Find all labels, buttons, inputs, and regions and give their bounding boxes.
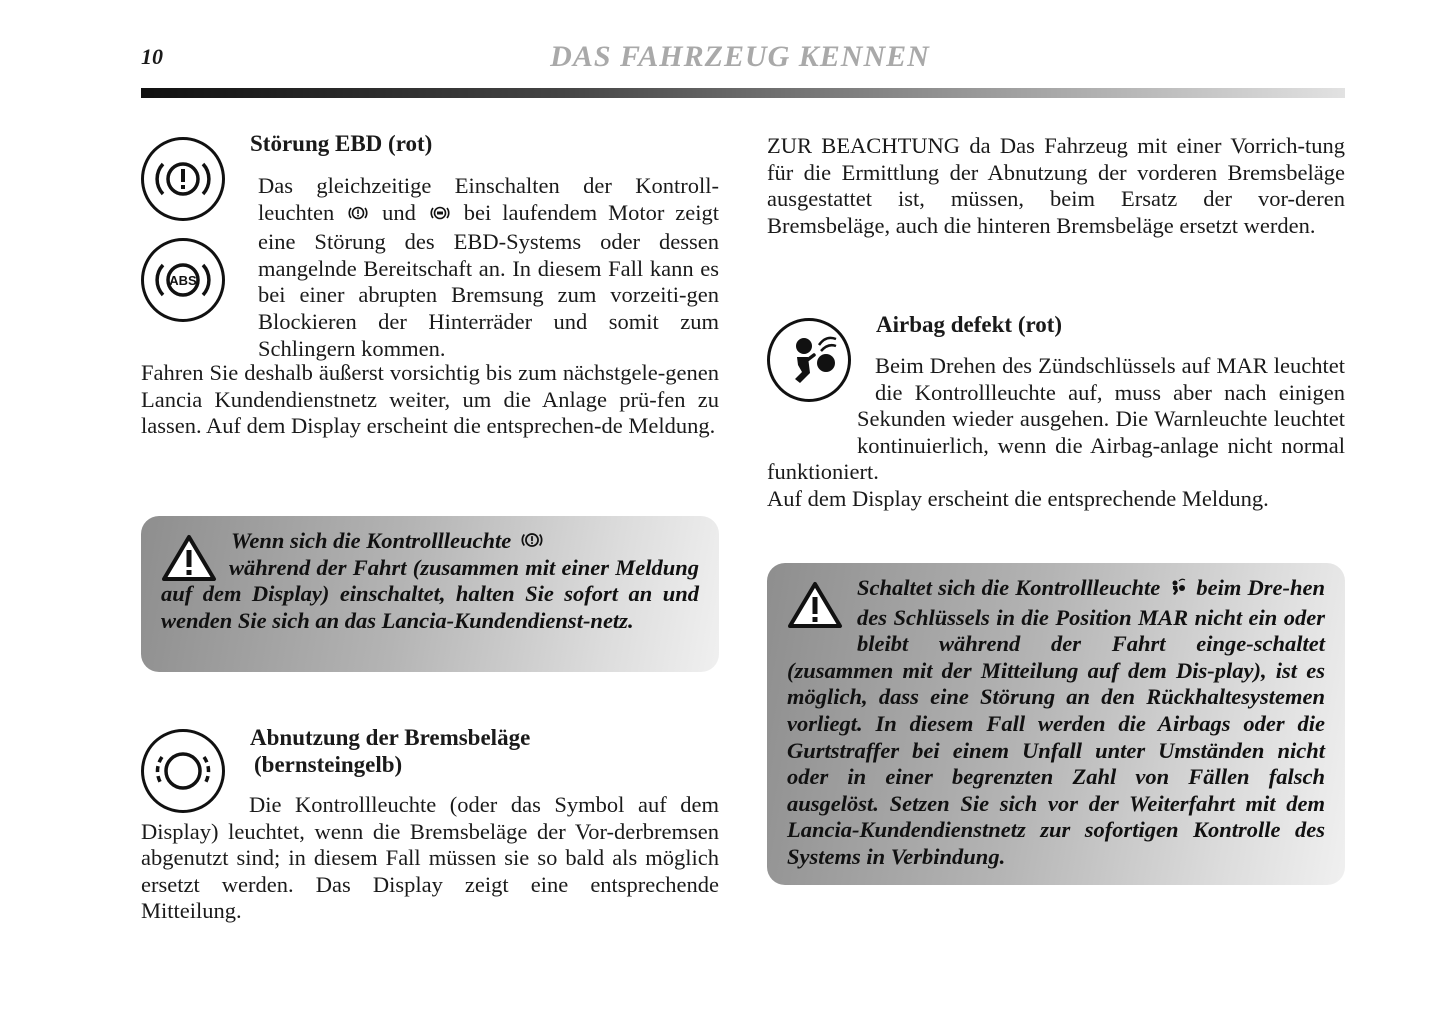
ebd-warning-box [141,516,719,672]
airbag-paragraph-1-text: Beim Drehen des Zündschlüssels auf MAR leuchtet die Kontrollleuchte auf, muss aber nach einigen Sekunden wieder ausgehen. Die Warnleuchte leuchtet kontinuierlich, wenn die Airbag-anlage nicht normal funktioniert. [767,353,1345,485]
brake-warning-inline-icon [347,203,369,230]
brake-warning-inline-icon-2 [519,529,545,558]
airbag-inline-icon [1168,578,1188,605]
abs-inline-icon [429,203,451,230]
airbag-heading: Airbag defekt (rot) [876,312,1063,337]
abs-icon [141,238,225,322]
airbag-paragraph-2: Auf dem Display erscheint die entsprechende Meldung. [767,485,1269,511]
brake-pad-note: ZUR BEACHTUNG da Das Fahrzeug mit einer Vorrich-tung für die Ermittlung der Abnutzung der vorderen Bremsbeläge ausgestattet ist, müssen, beim Ersatz der vor-deren Bremsbeläge, auch die hinteren Bremsbeläge ersetzt werden. [767,133,1345,238]
airbag-warning-text-2: beim Dre-hen des Schlüssels in die Position MAR nicht ein oder bleibt während der Fahrt einge-schaltet (zusammen mit der Mitteilung auf dem Dis-play), ist es möglich, dass eine Störung an den Rückhaltesystemen vorliegt. In diesem Fall werden die Airbags oder die Gurtstraffer bei einem Unfall unter Umständen nicht oder in einer begrenzten Zahl von Fällen falsch ausgelöst. Setzen Sie sich vor der Weiterfahrt mit dem Lancia-Kundendienstnetz zur sofortigen Kontrolle des Systems in Verbindung. [787,575,1325,869]
ebd-paragraph-2: Fahren Sie deshalb äußerst vorsichtig bis zum nächstgele-genen Lancia Kundendienstnetz weiter, um die Anlage prü-fen zu lassen. Auf dem Display erscheint die entsprechen-de Meldung. [141,360,719,439]
page-header-title: DAS FAHRZEUG KENNEN [550,40,930,73]
ebd-text-line1: Das gleichzeitige Einschalten der Kontroll- [258,173,719,198]
ebd-paragraph-1 [258,173,719,362]
airbag-warning-box [767,563,1345,885]
brake-pad-heading: Abnutzung der Bremsbeläge [250,725,531,750]
page-number: 10 [141,44,163,69]
ebd-text-und: und [382,199,416,225]
ebd-warning-text-1: Wenn sich die Kontrollleuchte [231,528,512,553]
ebd-text-leuchten: leuchten [258,199,335,225]
ebd-text-rest: eine Störung des EBD-Systems oder dessen mangelnde Bereitschaft an. In diesem Fall kann es bei einer abrupten Bremsung zum vorzeiti-gen Blockieren der Hinterräder und somit zum Schlingern kommen. [258,229,719,361]
airbag-paragraph-1 [767,353,1345,486]
brake-pad-paragraph: Die Kontrollleuchte (oder das Symbol auf dem Display) leuchtet, wenn die Bremsbeläge der Vor-derbremsen abgenutzt sind; in diesem Fall müssen sie so bald als möglich ersetzt werden. Das Display zeigt eine entsprechende Mitteilung. [141,792,719,924]
header-rule [141,88,1345,98]
airbag-warning-text-1: Schaltet sich die Kontrollleuchte [857,575,1161,600]
brake-pad-heading-sub: (bernsteingelb) [254,752,403,777]
ebd-text-motor: bei laufendem Motor zeigt [463,199,720,225]
abs-icon-text: ABS [169,273,197,288]
ebd-warning-text-2: während der Fahrt (zusammen mit einer Meldung auf dem Display) einschaltet, halten Sie sofort an und wenden Sie sich an das Lancia-Kundendienst-netz. [161,554,699,633]
brake-warning-icon [141,137,225,221]
ebd-heading: Störung EBD (rot) [250,131,433,156]
